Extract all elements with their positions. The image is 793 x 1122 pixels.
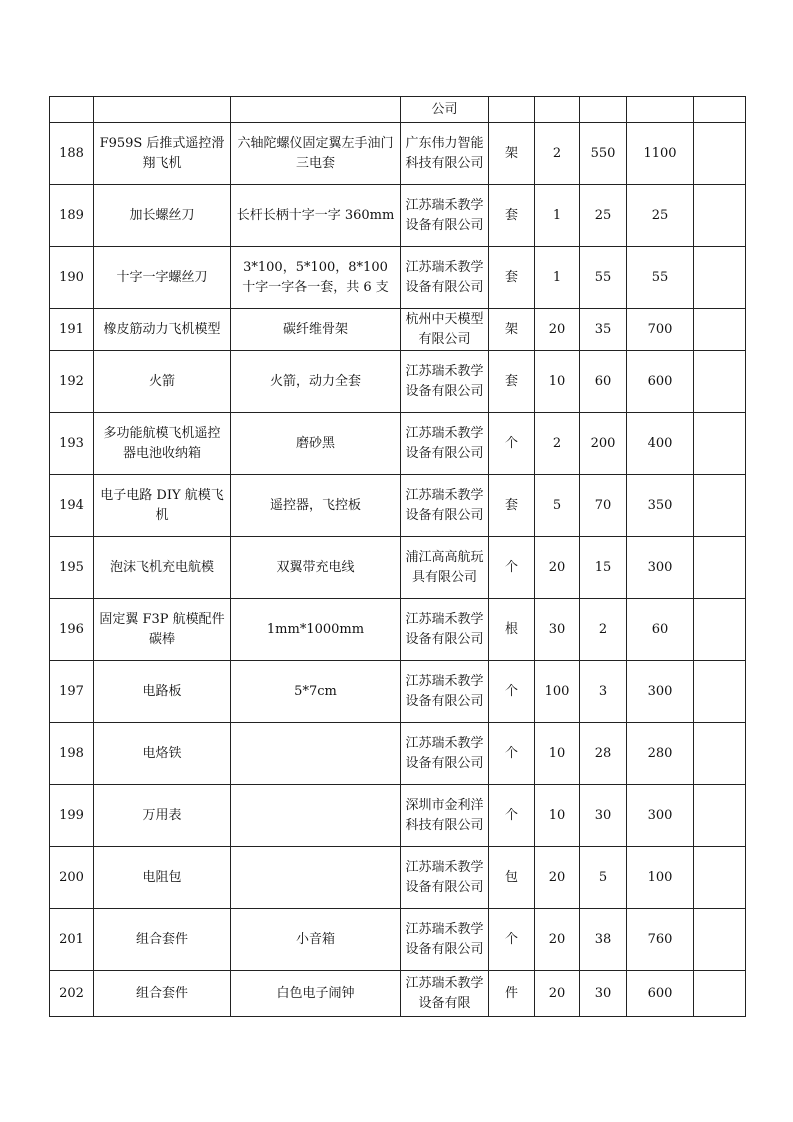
cell-supplier: 江苏瑞禾教学设备有限公司 bbox=[401, 475, 489, 537]
cell-remarks bbox=[694, 723, 746, 785]
cell-supplier: 江苏瑞禾教学设备有限公司 bbox=[401, 185, 489, 247]
cell-remarks bbox=[694, 351, 746, 413]
table-row bbox=[50, 661, 746, 723]
cell-unit-price: 35 bbox=[580, 309, 627, 351]
cell-supplier: 深圳市金利洋科技有限公司 bbox=[401, 785, 489, 847]
cell-supplier: 浦江高高航玩具有限公司 bbox=[401, 537, 489, 599]
cell-supplier: 公司 bbox=[401, 97, 489, 123]
cell-quantity: 5 bbox=[535, 475, 580, 537]
cell-supplier: 广东伟力智能科技有限公司 bbox=[401, 123, 489, 185]
table-row bbox=[50, 723, 746, 785]
cell-quantity: 1 bbox=[535, 247, 580, 309]
equipment-list-table bbox=[49, 96, 746, 1017]
cell-specification bbox=[231, 847, 401, 909]
cell-remarks bbox=[694, 475, 746, 537]
cell-supplier: 江苏瑞禾教学设备有限公司 bbox=[401, 847, 489, 909]
cell-unit: 套 bbox=[489, 247, 535, 309]
cell-quantity: 20 bbox=[535, 971, 580, 1017]
cell-supplier: 杭州中天模型有限公司 bbox=[401, 309, 489, 351]
cell-quantity: 20 bbox=[535, 909, 580, 971]
cell-item-name bbox=[94, 97, 231, 123]
cell-total-price: 55 bbox=[627, 247, 694, 309]
cell-quantity: 30 bbox=[535, 599, 580, 661]
cell-unit-price bbox=[580, 97, 627, 123]
cell-specification: 遥控器，飞控板 bbox=[231, 475, 401, 537]
cell-unit-price: 70 bbox=[580, 475, 627, 537]
cell-unit: 架 bbox=[489, 123, 535, 185]
cell-remarks bbox=[694, 123, 746, 185]
cell-specification: 磨砂黑 bbox=[231, 413, 401, 475]
cell-total-price: 760 bbox=[627, 909, 694, 971]
cell-quantity: 20 bbox=[535, 537, 580, 599]
cell-specification: 白色电子闹钟 bbox=[231, 971, 401, 1017]
cell-specification: 碳纤维骨架 bbox=[231, 309, 401, 351]
cell-remarks bbox=[694, 661, 746, 723]
cell-unit-price: 38 bbox=[580, 909, 627, 971]
cell-unit: 套 bbox=[489, 185, 535, 247]
cell-remarks bbox=[694, 785, 746, 847]
cell-specification bbox=[231, 97, 401, 123]
cell-unit-price: 30 bbox=[580, 785, 627, 847]
cell-item-number: 202 bbox=[50, 971, 94, 1017]
table-row bbox=[50, 909, 746, 971]
cell-item-number bbox=[50, 97, 94, 123]
cell-remarks bbox=[694, 537, 746, 599]
cell-item-number: 193 bbox=[50, 413, 94, 475]
cell-quantity: 20 bbox=[535, 309, 580, 351]
cell-total-price: 400 bbox=[627, 413, 694, 475]
cell-quantity: 10 bbox=[535, 785, 580, 847]
cell-quantity: 2 bbox=[535, 123, 580, 185]
cell-total-price: 1100 bbox=[627, 123, 694, 185]
cell-item-number: 201 bbox=[50, 909, 94, 971]
cell-item-name: 泡沫飞机充电航模 bbox=[94, 537, 231, 599]
cell-item-name: 固定翼 F3P 航模配件碳棒 bbox=[94, 599, 231, 661]
cell-unit: 个 bbox=[489, 723, 535, 785]
cell-total-price: 300 bbox=[627, 785, 694, 847]
cell-unit-price: 550 bbox=[580, 123, 627, 185]
cell-item-number: 188 bbox=[50, 123, 94, 185]
cell-total-price: 25 bbox=[627, 185, 694, 247]
cell-item-number: 196 bbox=[50, 599, 94, 661]
cell-specification: 火箭，动力全套 bbox=[231, 351, 401, 413]
cell-unit: 件 bbox=[489, 971, 535, 1017]
cell-item-name: 加长螺丝刀 bbox=[94, 185, 231, 247]
table-row bbox=[50, 97, 746, 123]
cell-supplier: 江苏瑞禾教学设备有限 bbox=[401, 971, 489, 1017]
cell-item-name: 电阻包 bbox=[94, 847, 231, 909]
cell-specification: 小音箱 bbox=[231, 909, 401, 971]
cell-supplier: 江苏瑞禾教学设备有限公司 bbox=[401, 723, 489, 785]
cell-quantity bbox=[535, 97, 580, 123]
cell-total-price: 100 bbox=[627, 847, 694, 909]
cell-specification: 1mm*1000mm bbox=[231, 599, 401, 661]
table-row bbox=[50, 413, 746, 475]
cell-unit-price: 2 bbox=[580, 599, 627, 661]
table-row bbox=[50, 537, 746, 599]
table-row bbox=[50, 309, 746, 351]
cell-quantity: 10 bbox=[535, 723, 580, 785]
cell-remarks bbox=[694, 309, 746, 351]
cell-specification bbox=[231, 723, 401, 785]
cell-unit-price: 28 bbox=[580, 723, 627, 785]
cell-unit: 套 bbox=[489, 351, 535, 413]
cell-total-price: 300 bbox=[627, 537, 694, 599]
cell-total-price bbox=[627, 97, 694, 123]
cell-supplier: 江苏瑞禾教学设备有限公司 bbox=[401, 413, 489, 475]
cell-unit: 个 bbox=[489, 537, 535, 599]
cell-unit: 个 bbox=[489, 413, 535, 475]
cell-item-number: 194 bbox=[50, 475, 94, 537]
cell-unit: 根 bbox=[489, 599, 535, 661]
cell-total-price: 300 bbox=[627, 661, 694, 723]
cell-item-number: 192 bbox=[50, 351, 94, 413]
cell-specification bbox=[231, 785, 401, 847]
cell-total-price: 600 bbox=[627, 351, 694, 413]
cell-remarks bbox=[694, 847, 746, 909]
table-row bbox=[50, 247, 746, 309]
cell-item-name: 万用表 bbox=[94, 785, 231, 847]
cell-unit-price: 55 bbox=[580, 247, 627, 309]
cell-total-price: 60 bbox=[627, 599, 694, 661]
cell-unit: 架 bbox=[489, 309, 535, 351]
cell-item-number: 198 bbox=[50, 723, 94, 785]
cell-item-name: F959S 后推式遥控滑翔飞机 bbox=[94, 123, 231, 185]
cell-unit-price: 15 bbox=[580, 537, 627, 599]
cell-remarks bbox=[694, 413, 746, 475]
cell-unit: 个 bbox=[489, 661, 535, 723]
table-row bbox=[50, 475, 746, 537]
cell-specification: 六轴陀螺仪固定翼左手油门三电套 bbox=[231, 123, 401, 185]
table-row bbox=[50, 599, 746, 661]
cell-quantity: 10 bbox=[535, 351, 580, 413]
table-row bbox=[50, 351, 746, 413]
cell-item-name: 电路板 bbox=[94, 661, 231, 723]
cell-remarks bbox=[694, 247, 746, 309]
cell-specification: 长杆长柄十字一字 360mm bbox=[231, 185, 401, 247]
cell-remarks bbox=[694, 185, 746, 247]
cell-item-name: 电烙铁 bbox=[94, 723, 231, 785]
cell-quantity: 1 bbox=[535, 185, 580, 247]
cell-unit: 包 bbox=[489, 847, 535, 909]
cell-item-name: 电子电路 DIY 航模飞机 bbox=[94, 475, 231, 537]
cell-remarks bbox=[694, 909, 746, 971]
cell-quantity: 2 bbox=[535, 413, 580, 475]
cell-supplier: 江苏瑞禾教学设备有限公司 bbox=[401, 247, 489, 309]
cell-specification: 3*100，5*100，8*100 十字一字各一套，共 6 支 bbox=[231, 247, 401, 309]
cell-unit-price: 30 bbox=[580, 971, 627, 1017]
cell-total-price: 280 bbox=[627, 723, 694, 785]
cell-item-number: 189 bbox=[50, 185, 94, 247]
table-row bbox=[50, 123, 746, 185]
cell-supplier: 江苏瑞禾教学设备有限公司 bbox=[401, 351, 489, 413]
cell-unit: 个 bbox=[489, 909, 535, 971]
cell-item-name: 组合套件 bbox=[94, 909, 231, 971]
cell-unit-price: 5 bbox=[580, 847, 627, 909]
cell-total-price: 600 bbox=[627, 971, 694, 1017]
table-row bbox=[50, 185, 746, 247]
cell-item-number: 197 bbox=[50, 661, 94, 723]
cell-quantity: 100 bbox=[535, 661, 580, 723]
cell-unit-price: 60 bbox=[580, 351, 627, 413]
cell-unit-price: 200 bbox=[580, 413, 627, 475]
cell-unit bbox=[489, 97, 535, 123]
cell-remarks bbox=[694, 971, 746, 1017]
cell-total-price: 350 bbox=[627, 475, 694, 537]
cell-item-number: 199 bbox=[50, 785, 94, 847]
table-body bbox=[50, 97, 746, 1017]
cell-item-number: 190 bbox=[50, 247, 94, 309]
table-row bbox=[50, 971, 746, 1017]
cell-unit-price: 25 bbox=[580, 185, 627, 247]
cell-remarks bbox=[694, 599, 746, 661]
cell-item-name: 组合套件 bbox=[94, 971, 231, 1017]
cell-supplier: 江苏瑞禾教学设备有限公司 bbox=[401, 909, 489, 971]
table-row bbox=[50, 785, 746, 847]
cell-quantity: 20 bbox=[535, 847, 580, 909]
cell-item-name: 火箭 bbox=[94, 351, 231, 413]
cell-item-number: 200 bbox=[50, 847, 94, 909]
table-row bbox=[50, 847, 746, 909]
cell-item-name: 多功能航模飞机遥控器电池收纳箱 bbox=[94, 413, 231, 475]
cell-supplier: 江苏瑞禾教学设备有限公司 bbox=[401, 661, 489, 723]
cell-supplier: 江苏瑞禾教学设备有限公司 bbox=[401, 599, 489, 661]
cell-total-price: 700 bbox=[627, 309, 694, 351]
cell-item-number: 191 bbox=[50, 309, 94, 351]
cell-unit: 个 bbox=[489, 785, 535, 847]
cell-item-number: 195 bbox=[50, 537, 94, 599]
cell-specification: 双翼带充电线 bbox=[231, 537, 401, 599]
cell-remarks bbox=[694, 97, 746, 123]
cell-specification: 5*7cm bbox=[231, 661, 401, 723]
cell-unit: 套 bbox=[489, 475, 535, 537]
cell-unit-price: 3 bbox=[580, 661, 627, 723]
cell-item-name: 十字一字螺丝刀 bbox=[94, 247, 231, 309]
cell-item-name: 橡皮筋动力飞机模型 bbox=[94, 309, 231, 351]
